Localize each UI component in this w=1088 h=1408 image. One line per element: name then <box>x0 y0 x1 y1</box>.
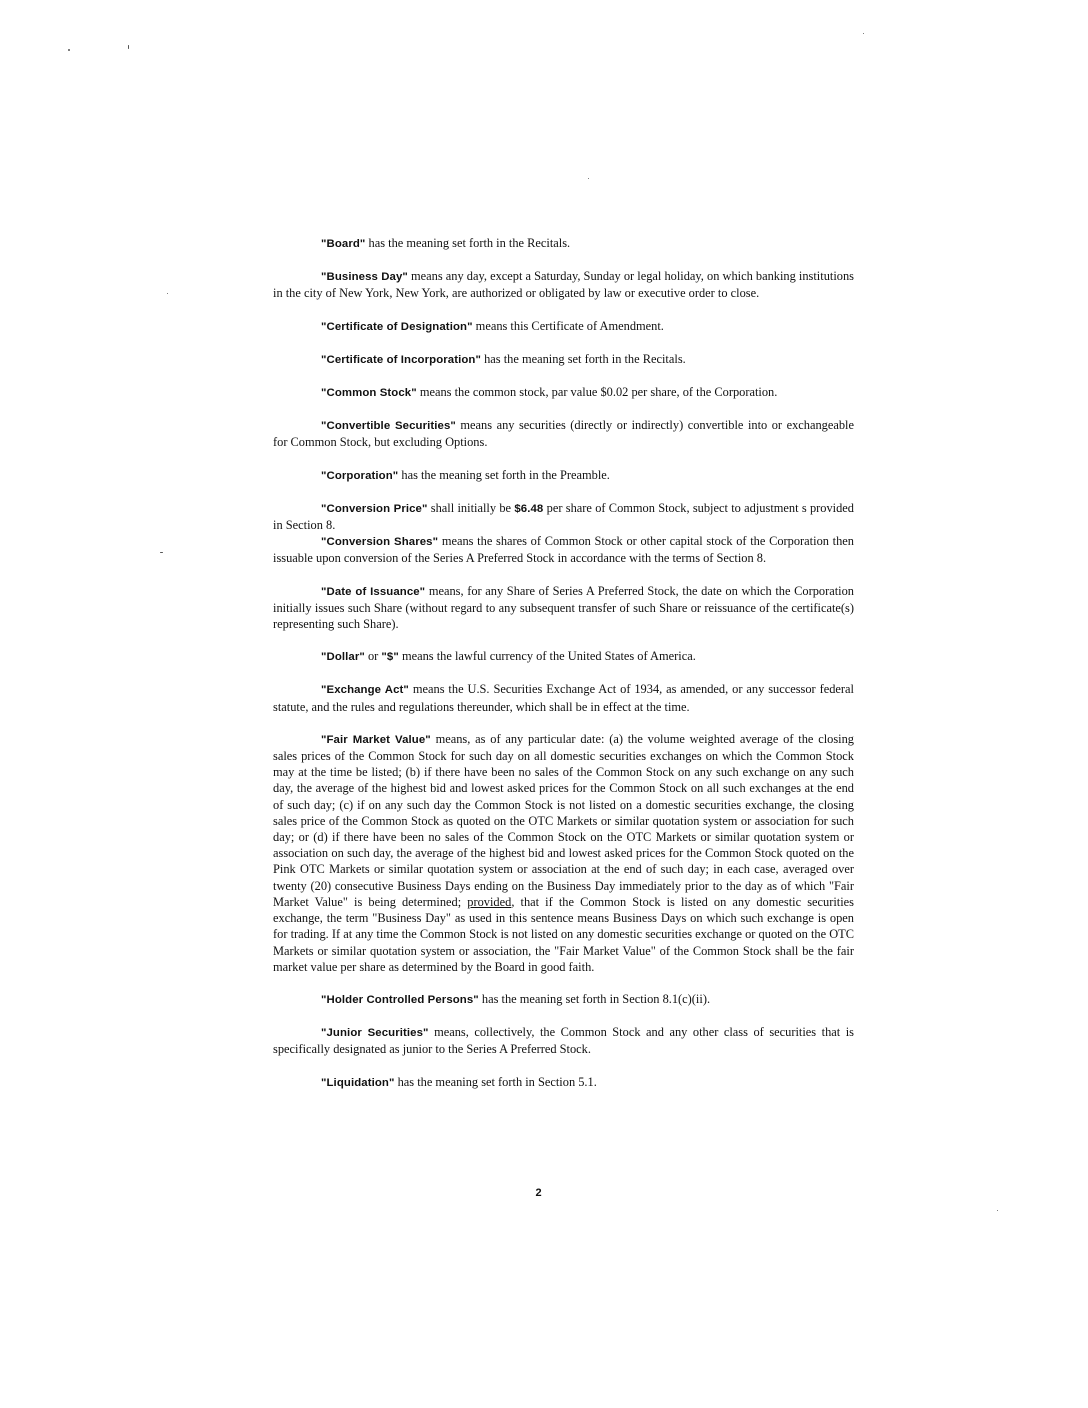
definition-certificate-of-designation <box>273 318 854 335</box>
defined-term: "Certificate of Incorporation" <box>321 353 481 366</box>
definitions-list <box>273 235 854 1107</box>
defined-term: "Board" <box>321 238 366 250</box>
defined-term: "Junior Securities" <box>321 1027 429 1040</box>
definition-text: means, as of any particular date: (a) the volume weighted average of the closing sales prices of the Common Stock for such day on all domestic securities exchanges on which the Common Stock may at the time be listed; (b) if there have been no sales of the Common Stock on any such exchange on any such day, the average of the highest bid and lowest asked prices for the Common Stock on all such exchanges at the end of such day; (c) if on any such day the Common Stock is not listed on a domestic securities exchange, the closing sales price of the Common Stock as quoted on the OTC Markets or similar quotation system or association for such day; or (d) if there have been no sales of the Common Stock on the OTC Markets or similar quotation system or association on such day, the average of the highest bid and lowest asked prices for the Common Stock quoted on the Pink OTC Markets or similar quotation system or association at the end of such day; in each case, averaged over twenty (20) consecutive Business Days ending on the Business Day immediately prior to the day as of which "Fair Market Value" is being determined; <box>273 731 854 909</box>
definition-text: has the meaning set forth in the Recitals. <box>365 236 571 250</box>
underlined-word-provided: provided <box>467 894 512 909</box>
defined-term-alt: "$" <box>381 651 399 664</box>
conversion-price-value: $6.48 <box>514 502 544 515</box>
defined-term: "Certificate of Designation" <box>321 320 473 333</box>
scan-speck <box>997 1210 998 1211</box>
scan-speck <box>68 49 70 51</box>
defined-term: "Business Day" <box>321 271 408 284</box>
definition-convertible-securities <box>273 417 854 450</box>
definition-text: means, collectively, the Common Stock and any other class of securities that is specifically designated as junior to the Series A Preferred Stock. <box>273 1025 854 1057</box>
definition-text: means the common stock, par value $0.02 per share, of the Corporation. <box>416 385 778 400</box>
definition-text: means the U.S. Securities Exchange Act of 1934, as amended, or any successor federal statute, and the rules and regulations thereunder, which shall be in effect at the time. <box>273 682 854 714</box>
scan-speck <box>167 293 168 294</box>
definition-board <box>273 235 854 252</box>
definition-conversion-price <box>273 500 854 533</box>
definition-text-continued: , that if the Common Stock is listed on any domestic securities exchange, the term "Business Day" as used in this sentence means Business Days on which such exchange is open for trading. If at any time the Common Stock is not listed on any domestic securities exchange or quoted on the OTC Markets or similar quotation system or association, the "Fair Market Value" of the Common Stock shall be the fair market value per share as determined by the Board in good faith. <box>273 894 854 974</box>
defined-term: "Corporation" <box>321 469 399 482</box>
defined-term: "Conversion Price" <box>321 502 428 515</box>
definition-text-continued: per share of Common Stock, subject to adjustment s provided in Section 8. <box>273 500 854 533</box>
defined-term: "Exchange Act" <box>321 684 409 697</box>
defined-term: "Dollar" <box>321 651 365 664</box>
definition-text: means, for any Share of Series A Preferred Stock, the date on which the Corporation initially issues such Share (without regard to any subsequent transfer of such Share or reissuance of the certificate(s) representing such Share). <box>273 583 854 632</box>
defined-term: "Convertible Securities" <box>321 420 456 433</box>
definition-common-stock <box>273 384 854 401</box>
defined-term: "Conversion Shares" <box>321 536 439 549</box>
scan-speck <box>863 33 864 34</box>
definition-text-continued: means the lawful currency of the United States of America. <box>398 649 696 664</box>
definition-holder-controlled-persons <box>273 991 854 1008</box>
definition-dollar <box>273 648 854 665</box>
definition-exchange-act <box>273 681 854 714</box>
defined-term: "Holder Controlled Persons" <box>321 993 479 1006</box>
definition-certificate-of-incorporation <box>273 351 854 368</box>
page-number: 2 <box>535 1187 542 1199</box>
definition-corporation <box>273 467 854 484</box>
definition-fair-market-value <box>273 731 854 975</box>
definition-liquidation <box>273 1074 854 1091</box>
scan-speck <box>160 552 163 553</box>
definition-text: has the meaning set forth in Section 5.1. <box>394 1074 597 1089</box>
definition-business-day <box>273 268 854 301</box>
definition-text: means this Certificate of Amendment. <box>472 318 664 333</box>
defined-term: "Date of Issuance" <box>321 585 426 598</box>
defined-term: "Liquidation" <box>321 1076 395 1089</box>
definition-text: or <box>364 649 382 664</box>
definition-text: has the meaning set forth in Section 8.1(c)(ii). <box>478 991 711 1006</box>
definition-text: means the shares of Common Stock or other capital stock of the Corporation then issuable upon conversion of the Series A Preferred Stock in accordance with the terms of Section 8. <box>273 534 854 566</box>
definition-conversion-shares <box>273 533 854 566</box>
scan-speck <box>588 178 589 179</box>
definition-text: has the meaning set forth in the Preamble. <box>398 467 610 482</box>
definition-junior-securities <box>273 1024 854 1057</box>
scan-speck <box>128 45 129 49</box>
defined-term: "Common Stock" <box>321 387 417 400</box>
definition-text: has the meaning set forth in the Recitals. <box>481 351 686 366</box>
definition-date-of-issuance <box>273 583 854 633</box>
definition-text: shall initially be <box>427 500 515 515</box>
defined-term: "Fair Market Value" <box>321 733 431 746</box>
definition-text: means any day, except a Saturday, Sunday or legal holiday, on which banking institutions in the city of New York, New York, are authorized or obligated by law or executive order to close. <box>273 269 854 301</box>
definition-text: means any securities (directly or indirectly) convertible into or exchangeable for Common Stock, but excluding Options. <box>273 418 854 450</box>
